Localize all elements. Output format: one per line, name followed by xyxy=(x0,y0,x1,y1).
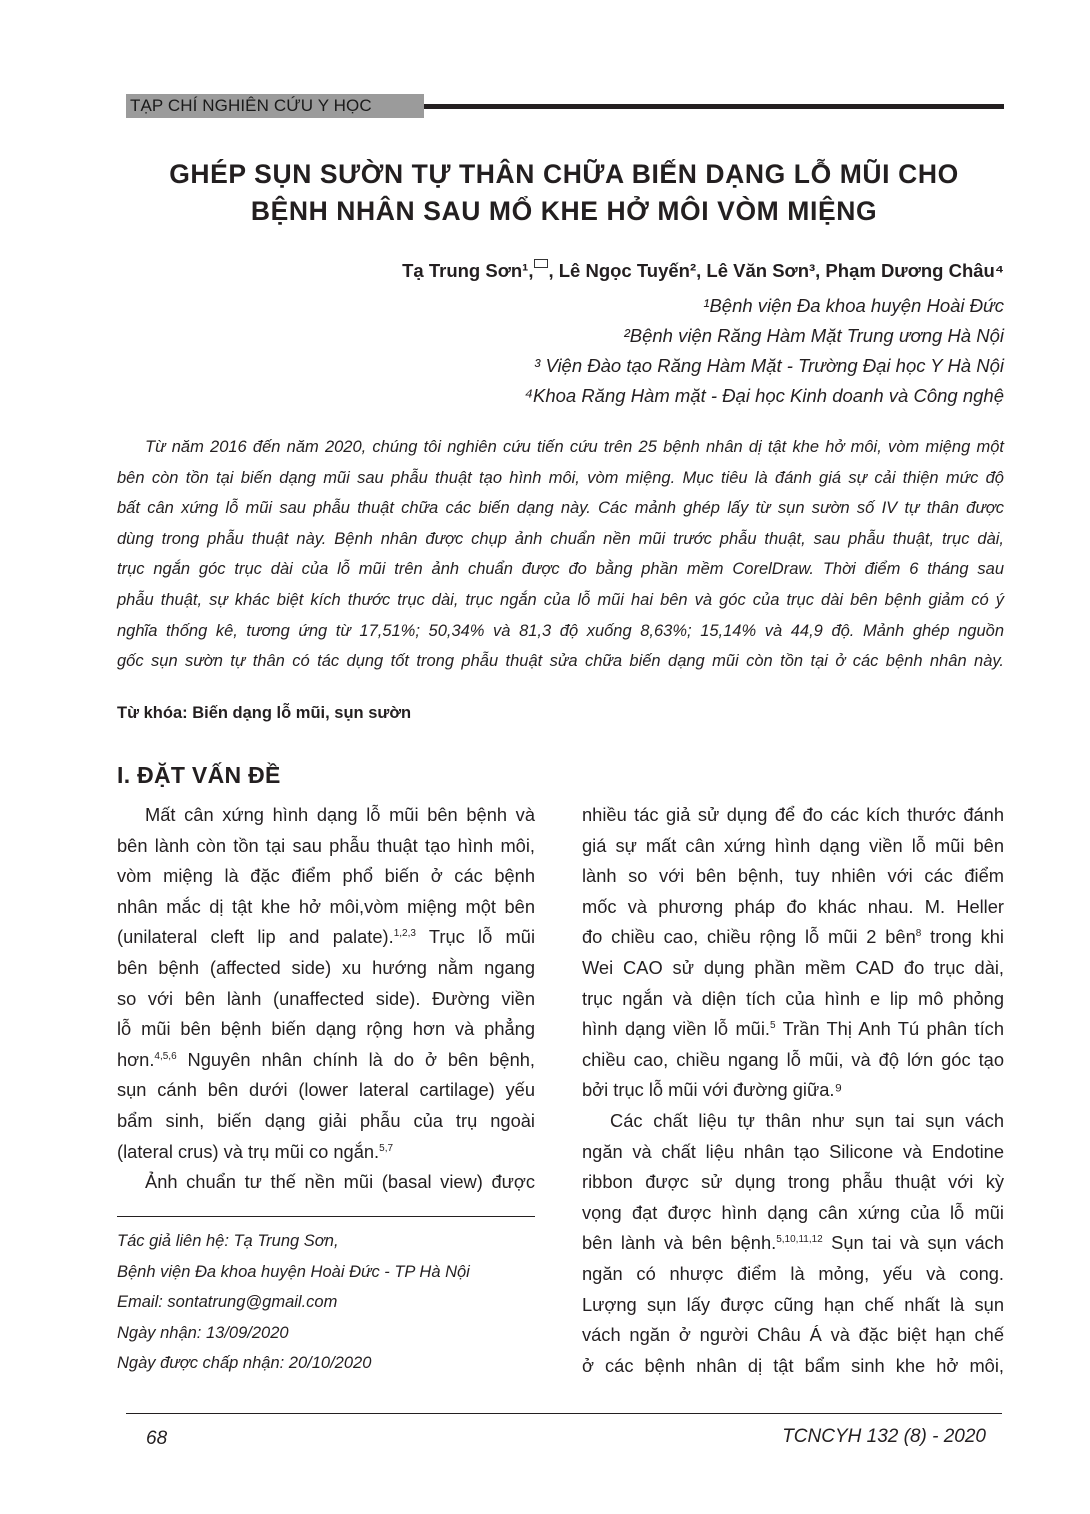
corresponding-author: Tạ Trung Sơn¹ xyxy=(402,260,529,281)
body-line: mốc và phương pháp đo khác nhau. M. Heller xyxy=(582,895,1004,917)
journal-name-tag: TẠP CHÍ NGHIÊN CỨU Y HỌC xyxy=(126,94,424,118)
abstract-line: nghĩa thống kê, tương ứng từ 17,51%; 50,34% và 81,3 độ xuống 8,63%; 15,14% và 44,9 độ. Mảnh ghép nguồn xyxy=(117,621,1004,640)
header-rule xyxy=(424,104,1004,109)
body-line: bên lành và bên bệnh.$^{5,10,11,12}$ Sụn tai và sụn vách xyxy=(582,1232,1004,1254)
body-line: lành so với bên bệnh, tuy nhiên với các điểm xyxy=(582,865,1004,887)
citation: 5 xyxy=(769,1020,776,1032)
body-line: Các chất liệu tự thân như sụn tai sụn vách xyxy=(610,1109,1004,1131)
abstract-line: phẫu thuật, sự khác biệt kích thước trục dài, trục ngắn của lỗ mũi hai bên và góc của trục dài bên bệnh giảm có ý xyxy=(117,590,1004,609)
body-line: bởi trục lỗ mũi với đường giữa.⁹ xyxy=(582,1079,843,1101)
body-line: Ảnh chuẩn tư thế nền mũi (basal view) được xyxy=(145,1171,535,1193)
body-line: Mất cân xứng hình dạng lỗ mũi bên bệnh và xyxy=(145,804,535,825)
correspondence-address: Bệnh viện Đa khoa huyện Hoài Đức - TP Hà Nội xyxy=(117,1262,470,1281)
body-line: hình dạng viền lỗ mũi.$^5$ Trần Thị Anh Tú phân tích xyxy=(582,1018,1004,1040)
abstract xyxy=(117,432,1004,677)
article-title xyxy=(80,156,1048,230)
body-line: so với bên lành (unaffected side). Đường viền xyxy=(117,987,535,1009)
affiliation-2: ²Bệnh viện Răng Hàm Mặt Trung ương Hà Nội xyxy=(623,325,1004,346)
affiliation-3: ³ Viện Đào tạo Răng Hàm Mặt - Trường Đại học Y Hà Nội xyxy=(534,355,1004,376)
body-line: ribbon được sử dụng trong phẫu thuật với kỳ xyxy=(582,1171,1004,1193)
correspondence-author: Tác giả liên hệ: Tạ Trung Sơn, xyxy=(117,1232,339,1250)
abstract-line: bên còn tồn tại biến dạng mũi sau phẫu thuật tạo hình môi, vòm miệng. Mục tiêu là đánh giá sự cải thiện mức độ xyxy=(117,468,1004,487)
received-date: Ngày nhận: 13/09/2020 xyxy=(117,1323,289,1342)
body-line: bên lành còn tồn tại sau phẫu thuật tạo hình môi, xyxy=(117,834,535,856)
body-left-column xyxy=(117,800,535,1198)
body-line: ngăn và chất liệu nhân tạo Silicone và Endotine xyxy=(582,1140,1004,1162)
affiliation-1: ¹Bệnh viện Đa khoa huyện Hoài Đức xyxy=(703,295,1004,316)
citation: 4,5,6 xyxy=(154,1050,177,1062)
correspondence-note xyxy=(117,1226,470,1379)
author-mark: , xyxy=(528,260,534,281)
body-line: vách ngăn ở người Châu Á và đặc biệt hạn chế xyxy=(582,1324,1004,1346)
body-line: bên bệnh (affected side) xu hướng nằm ngang xyxy=(117,956,535,978)
body-line: ở các bệnh nhân dị tật bẩm sinh khe hở môi, xyxy=(582,1354,1004,1376)
body-line: đo chiều cao, chiều rộng lỗ mũi 2 bên$^8$ trong khi xyxy=(582,926,1004,948)
correspondence-email: Email: sontatrung@gmail.com xyxy=(117,1293,338,1312)
title-line-1: GHÉP SỤN SƯỜN TỰ THÂN CHỮA BIẾN DẠNG LỖ MŨI CHO xyxy=(169,159,959,189)
co-authors: , Lê Ngọc Tuyến², Lê Văn Sơn³, Phạm Dương Châu⁴ xyxy=(548,260,1004,281)
abstract-line: dùng trong phẫu thuật này. Bệnh nhân được chụp ảnh chuẩn nền mũi trước phẫu thuật, sau phẫu thuật, trục dài, xyxy=(117,529,1004,548)
body-line: bẩm sinh, biến dạng giải phẫu của trụ ngoài xyxy=(117,1109,535,1131)
body-line: vọng đạt được hình dạng cân xứng của lỗ mũi xyxy=(582,1201,1004,1223)
citation: 1,2,3 xyxy=(393,928,416,940)
page-number: 68 xyxy=(146,1428,168,1449)
body-line: sụn cánh bên dưới (lower lateral cartilage) yếu xyxy=(117,1079,535,1101)
body-line: nhân mắc dị tật khe hở môi,vòm miệng một bên xyxy=(117,895,535,917)
body-line: hơn.$^{4,5,6}$ Nguyên nhân chính là do ở bên bệnh, xyxy=(117,1048,535,1070)
body-right-column xyxy=(582,800,1004,1381)
accepted-date: Ngày được chấp nhận: 20/10/2020 xyxy=(117,1354,372,1373)
abstract-line: Từ năm 2016 đến năm 2020, chúng tôi nghiên cứu tiến cứu trên 25 bệnh nhân dị tật khe hở môi, vòm miệng một xyxy=(145,438,1004,456)
body-line: (lateral crus) và trụ mũi co ngắn.$^{5,7}$ xyxy=(117,1140,394,1162)
body-line: giá sự mất cân xứng hình dạng viền lỗ mũi bên xyxy=(582,834,1004,856)
section-heading: I. ĐẶT VẤN ĐỀ xyxy=(117,762,281,788)
envelope-icon xyxy=(534,259,548,268)
body-line: Lượng sụn lấy được cũng hạn chế nhất là sụn xyxy=(582,1293,1004,1315)
citation: 8 xyxy=(915,928,922,940)
body-line: chiều cao, chiều ngang lỗ mũi, và độ lớn góc tạo xyxy=(582,1048,1004,1070)
abstract-line: bất cân xứng lỗ mũi sau phẫu thuật chữa các biến dạng này. Các mảnh ghép lấy từ sụn sườn số IV tự thân được xyxy=(117,499,1004,518)
abstract-line: gốc sụn sườn tự thân có tác dụng tốt trong phẫu thuật sửa chữa biến dạng mũi còn tồn tại ở các bệnh nhân này. xyxy=(117,652,1004,671)
footnote-rule xyxy=(117,1216,535,1217)
body-line: Wei CAO sử dụng phần mềm CAD đo trục dài, xyxy=(582,956,1004,978)
citation: 5,7 xyxy=(379,1142,394,1154)
body-line: ngăn có nhược điểm là mỏng, yếu và cong. xyxy=(582,1262,1004,1284)
affiliation-4: ⁴Khoa Răng Hàm mặt - Đại học Kinh doanh và Công nghệ xyxy=(524,385,1004,406)
abstract-line: trục ngắn góc trục dài của lỗ mũi trên ảnh chuẩn được đo bằng phần mềm CorelDraw. Thời điểm 6 tháng sau xyxy=(117,560,1004,579)
keywords: Từ khóa: Biến dạng lỗ mũi, sụn sườn xyxy=(117,704,412,722)
author-list xyxy=(402,260,1004,282)
title-line-2: BỆNH NHÂN SAU MỔ KHE HỞ MÔI VÒM MIỆNG xyxy=(250,196,878,226)
citation: 5,10,11,12 xyxy=(776,1234,823,1246)
body-line: vòm miệng là đặc điểm phổ biến ở các bệnh xyxy=(117,865,535,887)
body-line: (unilateral cleft lip and palate).$^{1,2,3}$ Trục lỗ mũi xyxy=(117,926,536,948)
body-line: nhiều tác giả sử dụng để đo các kích thước đánh xyxy=(582,804,1004,825)
body-line: trục ngắn và diện tích của hình e lip mô phỏng xyxy=(582,987,1004,1009)
body-line: lỗ mũi bên bệnh biến dạng rộng hơn và phẳng xyxy=(117,1018,535,1040)
journal-issue: TCNCYH 132 (8) - 2020 xyxy=(782,1426,986,1447)
footer-rule xyxy=(126,1413,1002,1414)
